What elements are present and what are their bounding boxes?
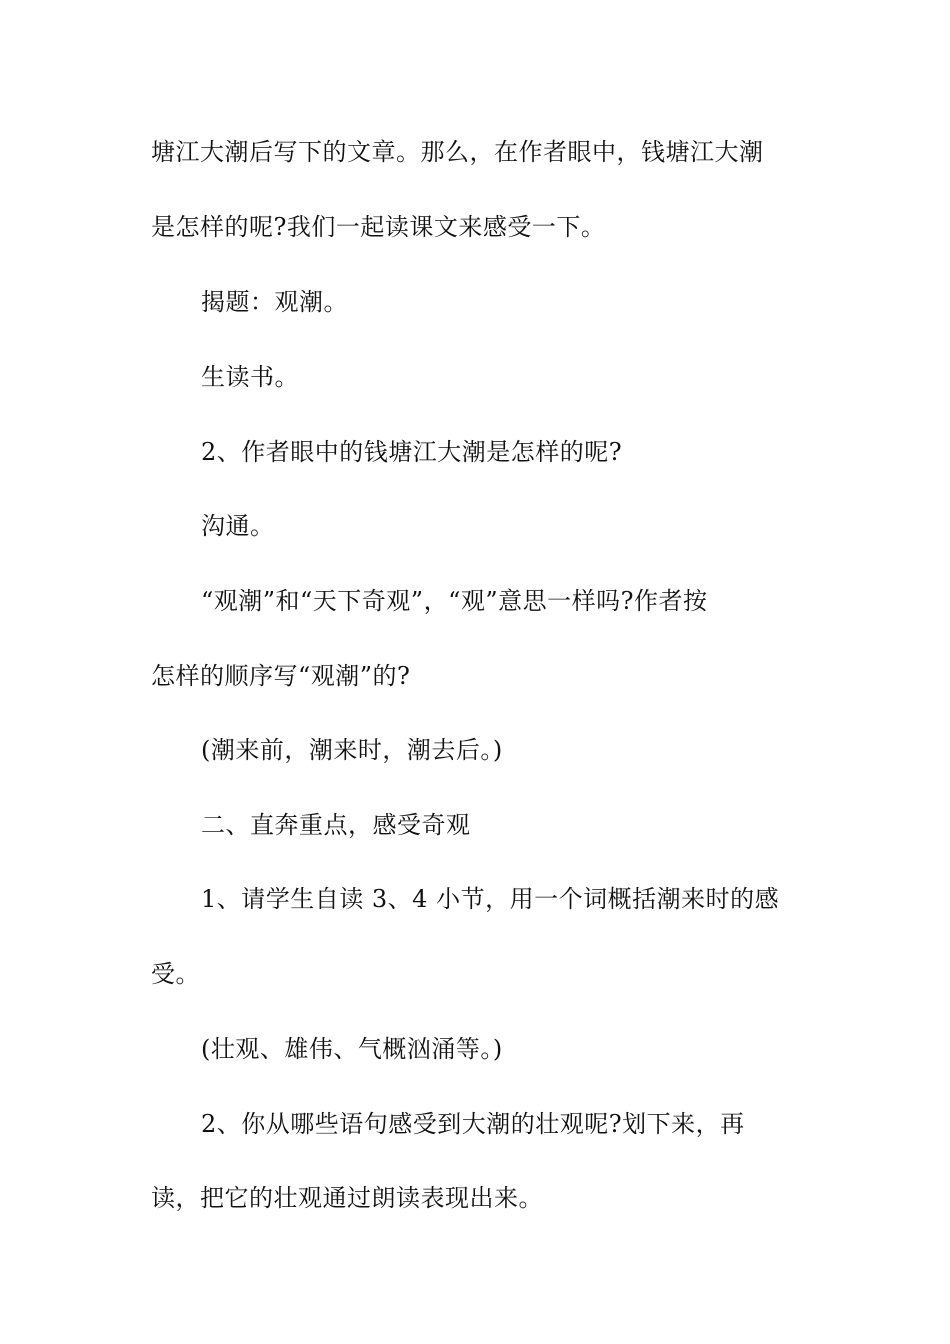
paragraph-line: 是怎样的呢?我们一起读课文来感受一下。 (151, 213, 606, 241)
section-heading: 二、直奔重点，感受奇观 (201, 811, 471, 839)
paragraph-line: 怎样的顺序写“观潮”的? (151, 662, 411, 690)
paragraph-line: 沟通。 (201, 512, 275, 540)
paragraph-line: 受。 (151, 960, 200, 988)
paragraph-line: 生读书。 (201, 363, 299, 391)
paragraph-line: 读，把它的壮观通过朗读表现出来。 (151, 1184, 543, 1212)
paragraph-line: 塘江大潮后写下的文章。那么，在作者眼中，钱塘江大潮 (151, 138, 764, 166)
paragraph-line: (潮来前，潮来时，潮去后。) (201, 736, 503, 764)
paragraph-line: (壮观、雄伟、气概汹涌等。) (201, 1035, 503, 1063)
paragraph-line: 2、作者眼中的钱塘江大潮是怎样的呢? (201, 438, 623, 466)
paragraph-line: “观潮”和“天下奇观”，“观”意思一样吗?作者按 (201, 587, 708, 615)
paragraph-line: 揭题：观潮。 (201, 288, 348, 316)
paragraph-line: 1、请学生自读 3、4 小节，用一个词概括潮来时的感 (201, 885, 780, 913)
paragraph-line: 2、你从哪些语句感受到大潮的壮观呢?划下来，再 (201, 1110, 745, 1138)
